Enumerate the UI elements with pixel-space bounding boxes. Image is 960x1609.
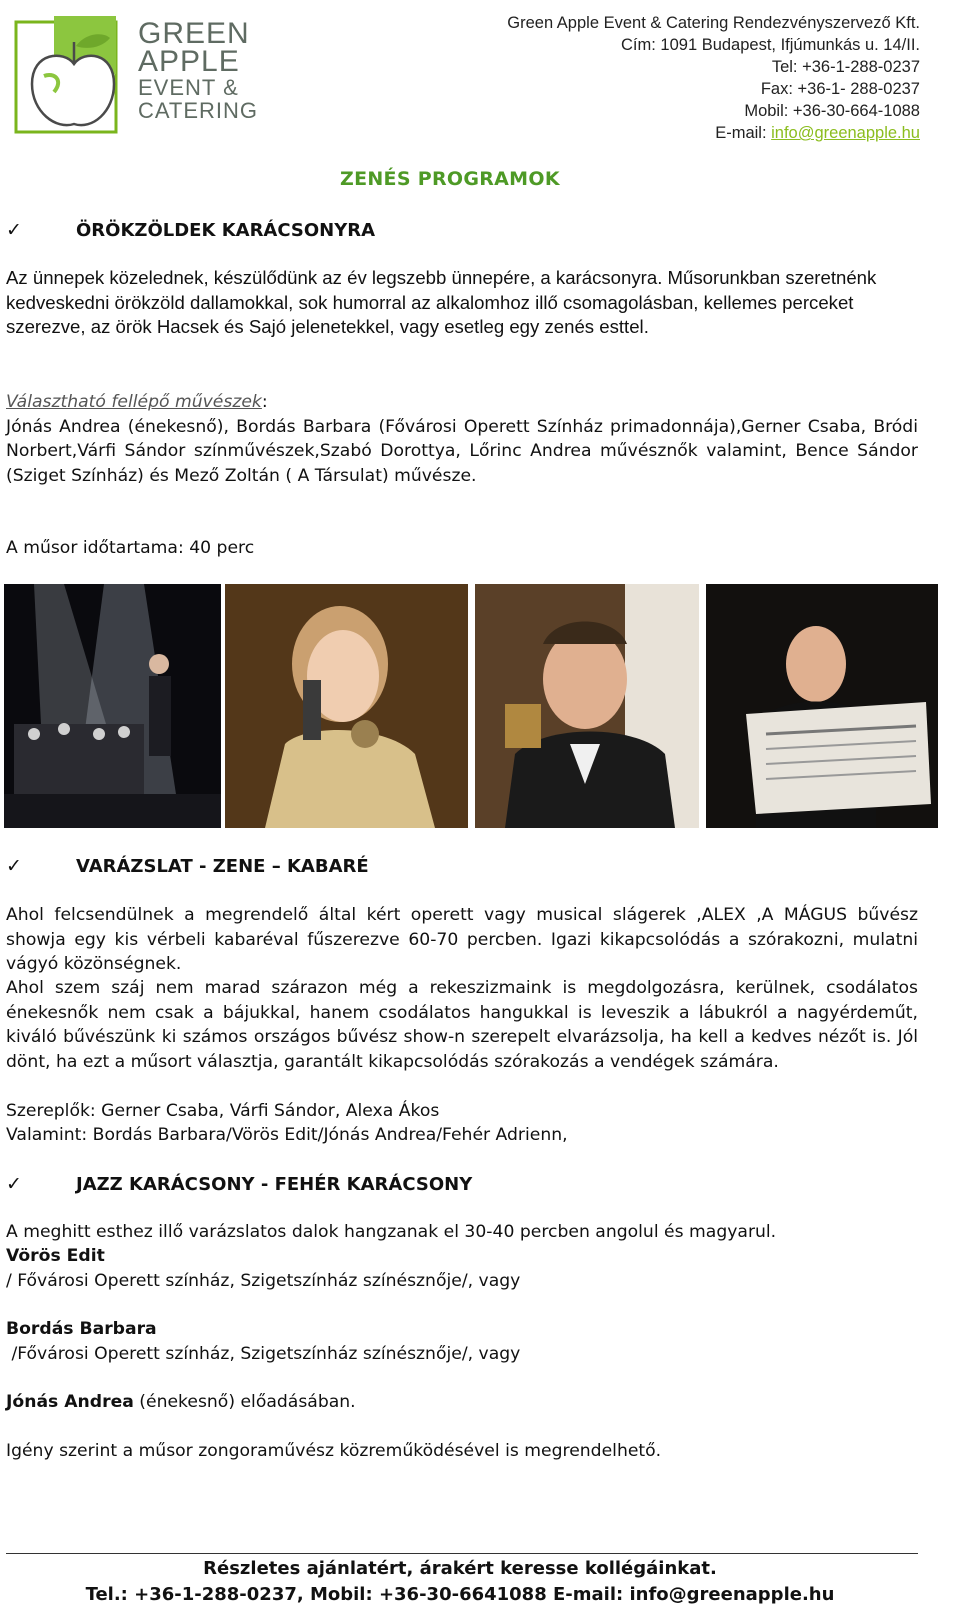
section-heading-text: ÖRÖKZÖLDEK KARÁCSONYRA [76,219,376,241]
artists-colon: : [261,392,268,412]
section-heading-jazz [6,1171,472,1197]
section2-paragraph-2: Ahol szem száj nem marad szárazon még a rekeszizmaink is megdolgozásra, kerülnek, csodálatos énekesnők nem csak a bájukkal, hanem csodálatos hangukkal is leveszik a lábukról a nagyérdeműt, kiváló bűvészünk ki számos országos bűvész show-n szerepelt elvarázsolja, ha kell a kedves nézőt is. Jól dönt, ha ezt a műsort választja, garantált kikapcsolódás szórakozás a vendégek számára. [6,978,918,1072]
section-heading-varazslat [6,853,369,879]
footer-divider [6,1553,918,1554]
photo-man-newspaper [706,584,938,828]
logo-line-catering: CATERING [138,98,259,123]
singer3-line [6,1390,918,1415]
section-heading-text: JAZZ KARÁCSONY - FEHÉR KARÁCSONY [76,1173,473,1195]
photo-man-telephone [475,584,699,828]
company-fax: Fax: +36-1- 288-0237 [760,80,920,98]
company-info [507,12,920,144]
company-mobil: Mobil: +36-30-664-1088 [744,102,920,120]
singer3-name: Jónás Andrea [6,1392,134,1412]
company-email-row [507,122,920,144]
logo-line-apple: APPLE [138,45,240,78]
check-icon: ✓ [6,1173,22,1195]
company-name: Green Apple Event & Catering Rendezvényszervező Kft. [507,14,920,32]
email-label: E-mail: [715,124,772,142]
singer2-name: Bordás Barbara [6,1319,157,1339]
logo-line-green: GREEN [138,17,250,50]
section1-intro: Az ünnepek közelednek, készülődünk az év legszebb ünnepére, a karácsonyra. Műsorunkban szeretnénk kedveskedni örökzöld dallamokkal, sok humorral az alkalomhoz illő csomagolásban, kellemes perceket szerezve, az örök Hacsek és Sajó jelenetekkel, vagy esetleg egy zenés esttel. [6,267,877,337]
photo-stage-concert [4,584,221,828]
footer-line-1: Részletes ajánlatért, árakért keresse kollégáinkat. [203,1558,717,1579]
check-icon: ✓ [6,855,22,877]
singer1-name: Vörös Edit [6,1246,105,1266]
singer3-role: (énekesnő) előadásában. [133,1392,356,1412]
section1-artists [6,390,918,488]
section-heading-text: VARÁZSLAT - ZENE – KABARÉ [76,855,369,877]
page-title: ZENÉS PROGRAMOK [340,168,560,190]
artists-list: Jónás Andrea (énekesnő), Bordás Barbara (Fővárosi Operett Színház primadonnája),Gerner Csaba, Bródi Norbert,Várfi Sándor színművészek,Szabó Dorottya, Lőrinc Andrea művésznők valamint, Bence Sándor (Sziget Színház) és Mező Zoltán ( A Társulat) művésze. [6,416,918,486]
section2-paragraph-1: Ahol felcsendülnek a megrendelő által kért operett vagy musical slágerek ,ALEX ,A MÁGUS bűvész showja egy kis vérbeli kabaréval fűszerezve 60-70 percben. Igazi kikapcsolódás a szórakozni, mulatni vágyó közönségnek. [6,905,918,974]
company-tel: Tel: +36-1-288-0237 [771,58,920,76]
logo-line-event: EVENT & [138,75,239,100]
section3-intro: A meghitt esthez illő varázslatos dalok hangzanak el 30-40 percben angolul és magyarul. [6,1222,777,1242]
artists-label: Választható fellépő művészek [6,392,262,412]
footer-line-2: Tel.: +36-1-288-0237, Mobil: +36-30-6641088 E-mail: info@greenapple.hu [85,1584,835,1605]
section2-cast: Szereplők: Gerner Csaba, Várfi Sándor, Alexa Ákos [6,1101,440,1121]
email-link[interactable]: info@greenapple.hu [771,124,920,142]
company-address: Cím: 1091 Budapest, Ifjúmunkás u. 14/II. [621,36,920,54]
singer2-role: /Fővárosi Operett színház, Szigetszínház színésznője/, vagy [6,1344,521,1364]
photo-woman-telephone [225,584,468,828]
section-heading-orokzoldek [6,217,375,243]
section3-note: Igény szerint a műsor zongoraművész közreműködésével is megrendelhető. [6,1441,662,1461]
section2-also: Valamint: Bordás Barbara/Vörös Edit/Jónás Andrea/Fehér Adrienn, [6,1125,568,1145]
company-logo [14,12,264,137]
singer1-role: / Fővárosi Operett színház, Szigetszínház színésznője/, vagy [6,1271,521,1291]
check-icon: ✓ [6,219,22,241]
section1-duration: A műsor időtartama: 40 perc [6,538,255,558]
